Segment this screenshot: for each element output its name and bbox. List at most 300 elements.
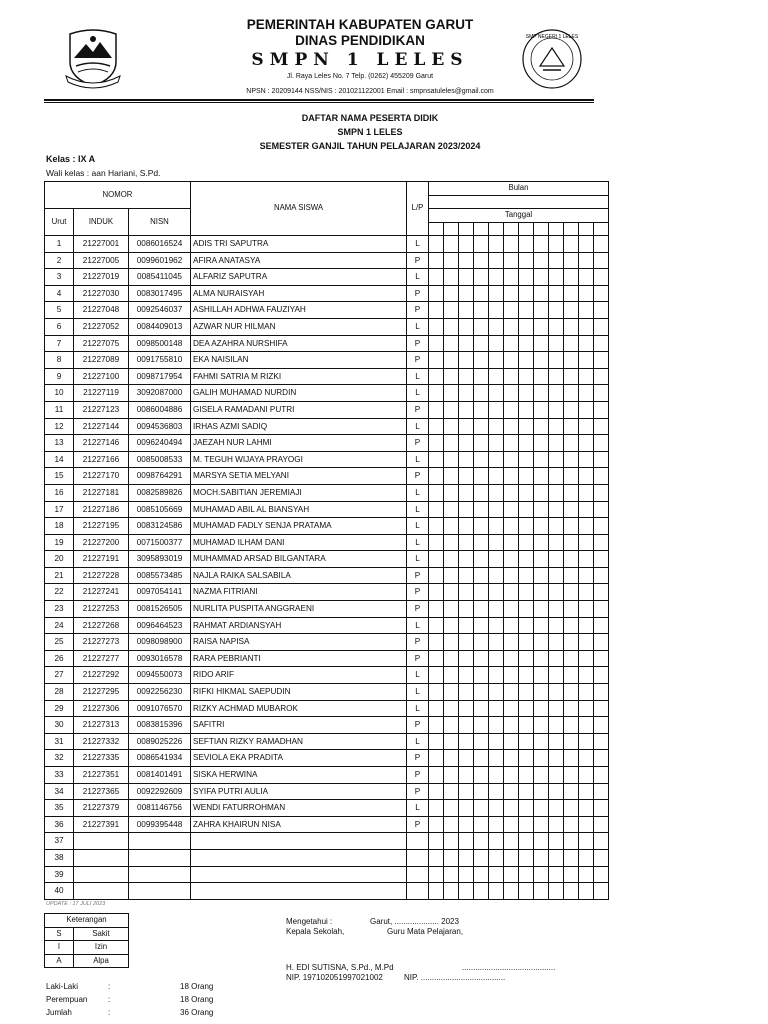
row-number: 36 xyxy=(45,816,74,833)
row-induk: 21227005 xyxy=(74,252,129,269)
attendance-cell xyxy=(519,816,534,833)
attendance-cell xyxy=(474,385,489,402)
attendance-cell xyxy=(579,750,594,767)
attendance-cell xyxy=(459,385,474,402)
attendance-cell xyxy=(594,484,609,501)
attendance-cell xyxy=(444,236,459,253)
attendance-cell xyxy=(444,700,459,717)
header-tanggal: Tanggal xyxy=(429,209,609,223)
legend-code: A xyxy=(45,954,74,968)
attendance-cell xyxy=(519,501,534,518)
attendance-cell xyxy=(594,451,609,468)
attendance-cell xyxy=(429,584,444,601)
attendance-cell xyxy=(489,849,504,866)
attendance-cell xyxy=(474,534,489,551)
attendance-cell xyxy=(459,451,474,468)
row-name: MOCH.SABITIAN JEREMIAJI xyxy=(191,484,407,501)
attendance-cell xyxy=(594,866,609,883)
attendance-cell xyxy=(579,368,594,385)
attendance-cell xyxy=(579,418,594,435)
attendance-cell xyxy=(429,551,444,568)
row-induk: 21227253 xyxy=(74,601,129,618)
attendance-cell xyxy=(444,518,459,535)
attendance-cell xyxy=(459,650,474,667)
row-name xyxy=(191,883,407,900)
attendance-cell xyxy=(489,617,504,634)
attendance-cell xyxy=(489,335,504,352)
attendance-cell xyxy=(474,368,489,385)
attendance-cell xyxy=(474,567,489,584)
attendance-cell xyxy=(429,783,444,800)
attendance-cell xyxy=(459,518,474,535)
attendance-cell xyxy=(594,733,609,750)
attendance-cell xyxy=(489,750,504,767)
attendance-cell xyxy=(519,866,534,883)
attendance-cell xyxy=(459,617,474,634)
attendance-cell xyxy=(564,551,579,568)
attendance-cell xyxy=(489,567,504,584)
attendance-cell xyxy=(489,501,504,518)
attendance-cell xyxy=(459,551,474,568)
attendance-cell xyxy=(579,435,594,452)
header-induk: INDUK xyxy=(74,209,129,236)
attendance-cell xyxy=(594,252,609,269)
attendance-cell xyxy=(429,866,444,883)
attendance-cell xyxy=(429,634,444,651)
attendance-cell xyxy=(504,584,519,601)
attendance-cell xyxy=(504,783,519,800)
row-number: 5 xyxy=(45,302,74,319)
attendance-cell xyxy=(504,468,519,485)
attendance-cell xyxy=(579,866,594,883)
attendance-cell xyxy=(429,401,444,418)
attendance-cell xyxy=(564,401,579,418)
attendance-cell xyxy=(474,269,489,286)
row-induk: 21227292 xyxy=(74,667,129,684)
attendance-cell xyxy=(489,634,504,651)
row-gender xyxy=(407,833,429,850)
table-row xyxy=(45,733,609,750)
attendance-cell xyxy=(534,767,549,784)
row-induk: 21227075 xyxy=(74,335,129,352)
legend-title: Keterangan xyxy=(45,914,129,928)
attendance-cell xyxy=(489,401,504,418)
table-row xyxy=(45,484,609,501)
attendance-cell xyxy=(489,816,504,833)
date-cell xyxy=(594,222,609,236)
attendance-cell xyxy=(579,584,594,601)
attendance-cell xyxy=(489,584,504,601)
row-nisn: 0098098900 xyxy=(129,634,191,651)
attendance-cell xyxy=(579,700,594,717)
attendance-cell xyxy=(534,816,549,833)
attendance-cell xyxy=(429,883,444,900)
attendance-cell xyxy=(429,518,444,535)
attendance-cell xyxy=(579,501,594,518)
row-name: SAFITRI xyxy=(191,717,407,734)
attendance-cell xyxy=(444,733,459,750)
date-cell xyxy=(504,222,519,236)
summary-value: 18 Orang xyxy=(180,982,214,991)
attendance-cell xyxy=(549,352,564,369)
attendance-cell xyxy=(549,634,564,651)
table-row xyxy=(45,534,609,551)
row-number: 15 xyxy=(45,468,74,485)
attendance-cell xyxy=(459,667,474,684)
row-name: NAJLA RAIKA SALSABILA xyxy=(191,567,407,584)
attendance-cell xyxy=(459,302,474,319)
attendance-cell xyxy=(459,700,474,717)
attendance-cell xyxy=(579,401,594,418)
attendance-cell xyxy=(444,401,459,418)
attendance-cell xyxy=(519,750,534,767)
row-gender: L xyxy=(407,667,429,684)
attendance-cell xyxy=(594,468,609,485)
date-cell xyxy=(429,222,444,236)
attendance-cell xyxy=(564,883,579,900)
attendance-cell xyxy=(504,302,519,319)
attendance-cell xyxy=(579,269,594,286)
attendance-cell xyxy=(579,551,594,568)
header-nomor: NOMOR xyxy=(45,182,191,209)
attendance-cell xyxy=(429,318,444,335)
row-number: 35 xyxy=(45,800,74,817)
attendance-cell xyxy=(504,833,519,850)
attendance-cell xyxy=(594,833,609,850)
attendance-cell xyxy=(489,302,504,319)
attendance-cell xyxy=(549,401,564,418)
row-name: M. TEGUH WIJAYA PRAYOGI xyxy=(191,451,407,468)
attendance-cell xyxy=(504,236,519,253)
row-number: 40 xyxy=(45,883,74,900)
month-input-cell xyxy=(429,195,609,209)
attendance-cell xyxy=(519,783,534,800)
attendance-cell xyxy=(459,783,474,800)
row-number: 6 xyxy=(45,318,74,335)
legend-label: Izin xyxy=(74,941,129,955)
attendance-cell xyxy=(459,468,474,485)
attendance-cell xyxy=(579,883,594,900)
attendance-cell xyxy=(504,418,519,435)
attendance-cell xyxy=(564,252,579,269)
row-nisn: 0098764291 xyxy=(129,468,191,485)
attendance-cell xyxy=(564,700,579,717)
attendance-cell xyxy=(444,800,459,817)
attendance-cell xyxy=(579,252,594,269)
row-gender: L xyxy=(407,236,429,253)
attendance-cell xyxy=(489,468,504,485)
attendance-cell xyxy=(564,567,579,584)
attendance-cell xyxy=(459,883,474,900)
row-name: MARSYA SETIA MELYANI xyxy=(191,468,407,485)
attendance-cell xyxy=(564,849,579,866)
attendance-cell xyxy=(519,418,534,435)
row-induk: 21227186 xyxy=(74,501,129,518)
attendance-cell xyxy=(549,484,564,501)
row-gender: L xyxy=(407,518,429,535)
attendance-cell xyxy=(474,401,489,418)
attendance-cell xyxy=(519,567,534,584)
attendance-cell xyxy=(564,468,579,485)
attendance-cell xyxy=(459,484,474,501)
attendance-cell xyxy=(504,385,519,402)
attendance-cell xyxy=(549,684,564,701)
attendance-cell xyxy=(474,236,489,253)
table-row xyxy=(45,285,609,302)
attendance-cell xyxy=(564,617,579,634)
attendance-cell xyxy=(444,418,459,435)
attendance-cell xyxy=(504,883,519,900)
header-nisn: NISN xyxy=(129,209,191,236)
row-number: 11 xyxy=(45,401,74,418)
attendance-cell xyxy=(429,468,444,485)
row-induk: 21227089 xyxy=(74,352,129,369)
attendance-cell xyxy=(534,501,549,518)
doc-subtitle: SMPN 1 LELES xyxy=(337,127,403,137)
attendance-cell xyxy=(594,318,609,335)
row-name: NAZMA FITRIANI xyxy=(191,584,407,601)
attendance-cell xyxy=(579,352,594,369)
attendance-cell xyxy=(594,285,609,302)
row-nisn: 0086016524 xyxy=(129,236,191,253)
row-number: 20 xyxy=(45,551,74,568)
attendance-cell xyxy=(504,451,519,468)
row-gender: L xyxy=(407,501,429,518)
attendance-cell xyxy=(519,269,534,286)
attendance-cell xyxy=(459,567,474,584)
attendance-cell xyxy=(519,318,534,335)
attendance-cell xyxy=(429,700,444,717)
attendance-cell xyxy=(459,684,474,701)
attendance-cell xyxy=(519,767,534,784)
attendance-cell xyxy=(549,717,564,734)
row-induk: 21227277 xyxy=(74,650,129,667)
attendance-cell xyxy=(444,816,459,833)
table-row xyxy=(45,750,609,767)
attendance-cell xyxy=(549,617,564,634)
school-ids: NPSN : 20209144 NSS/NIS : 201021122001 Email : smpnsatuleles@gmail.com xyxy=(246,88,494,95)
row-nisn: 0086541934 xyxy=(129,750,191,767)
row-nisn: 3095893019 xyxy=(129,551,191,568)
row-name: SYIFA PUTRI AULIA xyxy=(191,783,407,800)
attendance-cell xyxy=(474,800,489,817)
teacher-name-line: .......................................... xyxy=(462,963,556,972)
attendance-cell xyxy=(474,435,489,452)
attendance-cell xyxy=(519,551,534,568)
row-induk: 21227195 xyxy=(74,518,129,535)
attendance-cell xyxy=(474,318,489,335)
attendance-cell xyxy=(444,335,459,352)
row-gender xyxy=(407,883,429,900)
attendance-cell xyxy=(594,534,609,551)
attendance-cell xyxy=(474,451,489,468)
attendance-cell xyxy=(534,783,549,800)
row-gender: L xyxy=(407,733,429,750)
attendance-cell xyxy=(459,750,474,767)
row-induk xyxy=(74,833,129,850)
attendance-cell xyxy=(534,468,549,485)
row-induk: 21227295 xyxy=(74,684,129,701)
attendance-cell xyxy=(594,800,609,817)
attendance-cell xyxy=(534,401,549,418)
attendance-cell xyxy=(519,385,534,402)
row-nisn xyxy=(129,866,191,883)
attendance-cell xyxy=(444,584,459,601)
row-gender: P xyxy=(407,352,429,369)
attendance-cell xyxy=(594,401,609,418)
row-number: 24 xyxy=(45,617,74,634)
attendance-cell xyxy=(474,783,489,800)
attendance-cell xyxy=(429,601,444,618)
attendance-cell xyxy=(534,601,549,618)
teacher-title: Guru Mata Pelajaran, xyxy=(387,927,464,936)
attendance-cell xyxy=(594,667,609,684)
row-gender: P xyxy=(407,750,429,767)
attendance-cell xyxy=(534,584,549,601)
attendance-cell xyxy=(504,285,519,302)
attendance-cell xyxy=(519,285,534,302)
attendance-cell xyxy=(594,601,609,618)
date-cell xyxy=(564,222,579,236)
row-induk xyxy=(74,883,129,900)
table-row xyxy=(45,783,609,800)
row-name: RIFKI HIKMAL SAEPUDIN xyxy=(191,684,407,701)
attendance-cell xyxy=(489,418,504,435)
row-induk: 21227170 xyxy=(74,468,129,485)
attendance-cell xyxy=(474,418,489,435)
attendance-cell xyxy=(474,883,489,900)
date-cell xyxy=(489,222,504,236)
row-name: IRHAS AZMI SADIQ xyxy=(191,418,407,435)
attendance-cell xyxy=(504,650,519,667)
attendance-cell xyxy=(534,750,549,767)
summary-value: 36 Orang xyxy=(180,1008,214,1017)
attendance-cell xyxy=(444,849,459,866)
attendance-cell xyxy=(474,335,489,352)
table-row xyxy=(45,667,609,684)
attendance-cell xyxy=(519,617,534,634)
row-name: SEFTIAN RIZKY RAMADHAN xyxy=(191,733,407,750)
attendance-cell xyxy=(579,767,594,784)
attendance-cell xyxy=(519,601,534,618)
row-name: RARA PEBRIANTI xyxy=(191,650,407,667)
attendance-cell xyxy=(489,318,504,335)
update-note: UPDATE : 17 JULI 2023 xyxy=(46,901,106,907)
attendance-cell xyxy=(564,667,579,684)
row-number: 38 xyxy=(45,849,74,866)
summary-label: Laki-Laki xyxy=(46,982,79,991)
row-nisn: 0091076570 xyxy=(129,700,191,717)
row-induk xyxy=(74,849,129,866)
attendance-cell xyxy=(444,551,459,568)
attendance-cell xyxy=(459,634,474,651)
attendance-cell xyxy=(564,634,579,651)
attendance-cell xyxy=(429,816,444,833)
attendance-cell xyxy=(489,484,504,501)
attendance-cell xyxy=(519,468,534,485)
row-number: 30 xyxy=(45,717,74,734)
row-gender: P xyxy=(407,584,429,601)
attendance-cell xyxy=(534,285,549,302)
attendance-cell xyxy=(474,584,489,601)
row-number: 13 xyxy=(45,435,74,452)
attendance-cell xyxy=(444,617,459,634)
attendance-cell xyxy=(534,667,549,684)
row-name: MUHAMAD FADLY SENJA PRATAMA xyxy=(191,518,407,535)
attendance-cell xyxy=(429,451,444,468)
attendance-cell xyxy=(579,650,594,667)
attendance-cell xyxy=(444,667,459,684)
attendance-cell xyxy=(549,385,564,402)
attendance-cell xyxy=(519,684,534,701)
row-gender: L xyxy=(407,269,429,286)
row-number: 16 xyxy=(45,484,74,501)
attendance-cell xyxy=(594,883,609,900)
attendance-cell xyxy=(579,816,594,833)
row-number: 2 xyxy=(45,252,74,269)
row-induk xyxy=(74,866,129,883)
row-induk: 21227379 xyxy=(74,800,129,817)
row-number: 10 xyxy=(45,385,74,402)
row-number: 7 xyxy=(45,335,74,352)
row-nisn: 0085573485 xyxy=(129,567,191,584)
attendance-cell xyxy=(444,601,459,618)
attendance-cell xyxy=(519,484,534,501)
attendance-cell xyxy=(429,435,444,452)
attendance-cell xyxy=(429,501,444,518)
row-nisn: 0083124586 xyxy=(129,518,191,535)
attendance-cell xyxy=(504,601,519,618)
attendance-cell xyxy=(429,302,444,319)
attendance-cell xyxy=(564,318,579,335)
attendance-cell xyxy=(504,816,519,833)
row-name: ALMA NURAISYAH xyxy=(191,285,407,302)
attendance-cell xyxy=(564,816,579,833)
row-number: 32 xyxy=(45,750,74,767)
row-gender: L xyxy=(407,385,429,402)
attendance-cell xyxy=(474,352,489,369)
table-row xyxy=(45,335,609,352)
row-name: SISKA HERWINA xyxy=(191,767,407,784)
attendance-cell xyxy=(459,733,474,750)
attendance-cell xyxy=(564,285,579,302)
attendance-cell xyxy=(504,484,519,501)
table-row xyxy=(45,567,609,584)
row-induk: 21227228 xyxy=(74,567,129,584)
attendance-cell xyxy=(459,717,474,734)
date-cell xyxy=(444,222,459,236)
attendance-cell xyxy=(489,800,504,817)
date-cell xyxy=(534,222,549,236)
attendance-cell xyxy=(549,733,564,750)
attendance-cell xyxy=(549,368,564,385)
attendance-cell xyxy=(489,883,504,900)
attendance-cell xyxy=(474,252,489,269)
row-induk: 21227268 xyxy=(74,617,129,634)
attendance-cell xyxy=(564,451,579,468)
attendance-cell xyxy=(579,518,594,535)
row-nisn: 0071500377 xyxy=(129,534,191,551)
row-gender: L xyxy=(407,451,429,468)
attendance-cell xyxy=(459,285,474,302)
row-induk: 21227001 xyxy=(74,236,129,253)
attendance-cell xyxy=(549,816,564,833)
attendance-cell xyxy=(504,767,519,784)
attendance-cell xyxy=(519,435,534,452)
attendance-cell xyxy=(549,783,564,800)
attendance-cell xyxy=(519,634,534,651)
attendance-cell xyxy=(579,335,594,352)
